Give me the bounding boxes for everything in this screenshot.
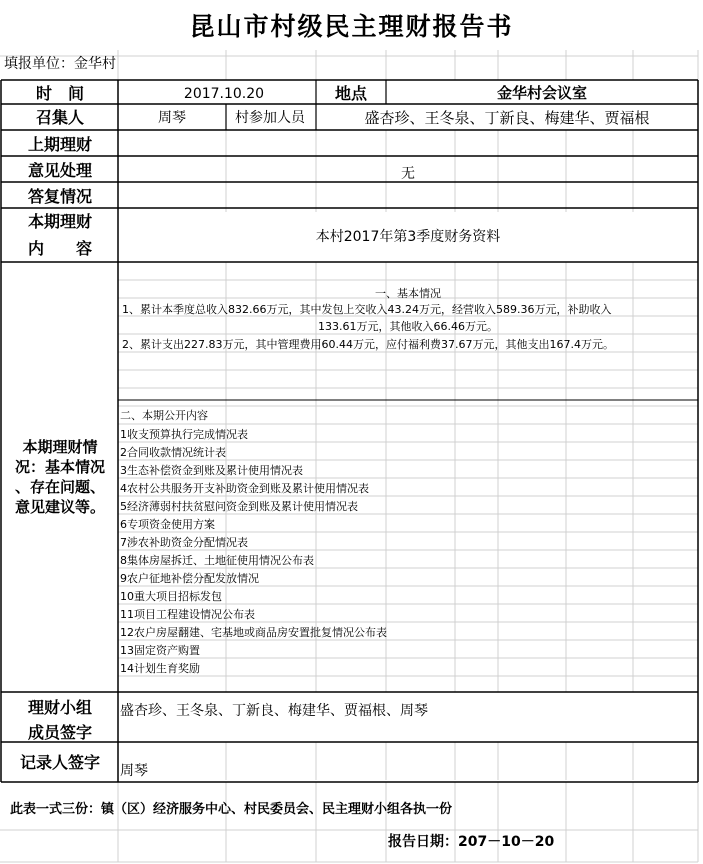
public-item: 4农村公共服务开支补助资金到账及累计使用情况表 <box>120 482 369 495</box>
participants-value: 盛杏珍、王冬泉、丁新良、梅建华、贾福根 <box>364 109 650 127</box>
time-value: 2017.10.20 <box>183 86 265 102</box>
content-label-2: 内 容 <box>27 239 92 258</box>
status-label-4: 意见建议等。 <box>14 498 105 516</box>
public-item: 11项目工程建设情况公布表 <box>120 608 255 621</box>
basic-line-3: 2、累计支出227.83万元，其中管理费用60.44万元，应付福利费37.67万元，其他支出167.4万元。 <box>122 338 614 351</box>
place-value: 金华村会议室 <box>496 84 587 102</box>
content-value: 本村2017年第3季度财务资料 <box>315 229 501 245</box>
previous-value: 无 <box>401 166 415 182</box>
status-label-1: 本期理财情 <box>22 438 98 456</box>
basic-heading: 一、基本情况 <box>375 287 441 300</box>
previous-label-3: 答复情况 <box>27 187 92 206</box>
public-item: 3生态补偿资金到账及累计使用情况表 <box>120 464 303 477</box>
group-label-2: 成员签字 <box>27 723 92 742</box>
report-date: 报告日期：207－10－20 <box>388 834 555 850</box>
convener-label: 召集人 <box>35 108 84 127</box>
unit-label <box>4 57 116 71</box>
public-item: 9农户征地补偿分配发放情况 <box>120 572 259 585</box>
participants-label: 村参加人员 <box>235 110 305 126</box>
place-label: 地点 <box>334 84 367 103</box>
status-label-2: 况：基本情况 <box>14 458 105 476</box>
unit-value: 金华村 <box>74 56 116 72</box>
time-label: 时 间 <box>35 84 84 103</box>
public-item: 2合同收款情况统计表 <box>120 446 226 459</box>
basic-line-1: 1、累计本季度总收入832.66万元，其中发包上交收入43.24万元，经营收入589.36万元，补助收入 <box>122 303 612 316</box>
previous-label-2: 意见处理 <box>27 161 92 180</box>
recorder-value: 周琴 <box>120 763 148 779</box>
unit-label-text: 填报单位： <box>4 56 74 72</box>
group-value: 盛杏珍、王冬泉、丁新良、梅建华、贾福根、周琴 <box>120 703 428 719</box>
previous-label-1: 上期理财 <box>27 135 92 154</box>
public-item: 10重大项目招标发包 <box>120 590 222 603</box>
public-item: 6专项资金使用方案 <box>120 518 215 531</box>
convener-value: 周琴 <box>158 110 186 126</box>
basic-line-2: 133.61万元，其他收入66.46万元。 <box>318 320 498 333</box>
public-heading: 二、本期公开内容 <box>120 409 208 422</box>
page-title: 昆山市村级民主理财报告书 <box>189 12 514 41</box>
distribution-note: 此表一式三份：镇（区）经济服务中心、村民委员会、民主理财小组各执一份 <box>10 802 453 817</box>
public-item: 8集体房屋拆迁、土地征使用情况公布表 <box>120 554 314 567</box>
public-item: 13固定资产购置 <box>120 644 200 657</box>
content-label-1: 本期理财 <box>27 212 92 231</box>
public-item: 1收支预算执行完成情况表 <box>120 428 248 441</box>
public-item: 12农户房屋翻建、宅基地或商品房安置批复情况公布表 <box>120 626 387 639</box>
status-label-3: 、存在问题、 <box>14 478 105 496</box>
recorder-label: 记录人签字 <box>19 753 100 772</box>
public-item: 14计划生育奖励 <box>120 662 200 675</box>
group-label-1: 理财小组 <box>27 698 92 717</box>
public-item: 5经济薄弱村扶贫慰问资金到账及累计使用情况表 <box>120 500 358 513</box>
public-item: 7涉农补助资金分配情况表 <box>120 536 248 549</box>
